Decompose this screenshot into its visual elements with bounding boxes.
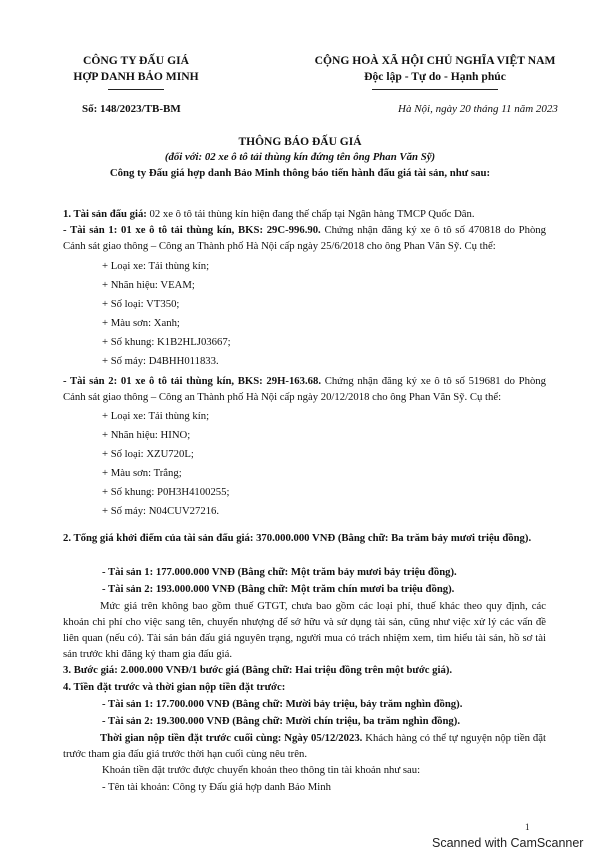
intro-line: Công ty Đấu giá hợp danh Bảo Minh thông báo tiến hành đấu giá tài sản, như sau: [109, 167, 491, 179]
asset1-item: + Nhãn hiệu: VEAM; [102, 279, 195, 291]
section3-bid-step: 3. Bước giá: 2.000.000 VNĐ/1 bước giá (Bằng chữ: Hai triệu đồng trên một bước giá). [63, 664, 453, 676]
transfer-info: Khoản tiền đặt trước được chuyển khoản theo thông tin tài khoản như sau: [102, 764, 421, 776]
asset2-heading: - Tài sản 2: 01 xe ô tô tải thùng kín, BKS: 29H-163.68. [63, 375, 322, 387]
nation-motto: Độc lập - Tự do - Hạnh phúc [364, 70, 506, 83]
section4-heading: 4. Tiền đặt trước và thời gian nộp tiền đặt trước: [63, 681, 286, 693]
asset1-item: + Số loại: VT350; [102, 298, 180, 310]
document-date: Hà Nội, ngày 20 tháng 11 năm 2023 [398, 103, 558, 115]
asset1-item: + Màu sơn: Xanh; [102, 317, 180, 329]
asset2-item: + Màu sơn: Trắng; [102, 467, 182, 479]
section2-asset1-price: - Tài sản 1: 177.000.000 VNĐ (Bằng chữ: Một trăm bảy mươi bảy triệu đồng). [102, 566, 457, 578]
org-underline [108, 89, 164, 90]
asset2-item: + Số khung: P0H3H4100255; [102, 486, 230, 498]
asset1-item: + Loại xe: Tải thùng kín; [102, 260, 210, 272]
org-name-line1: CÔNG TY ĐẤU GIÁ [83, 54, 189, 67]
asset2-registration: Chứng nhận đăng ký xe ô tô số 519681 do Phòng Cảnh sát giao thông – Công an Thành phố Hà Nội cấp ngày 20/12/2018 cho ông Phan Văn Sỹ. Cụ thể: [63, 375, 546, 403]
section1-text: 02 xe ô tô tải thùng kín hiện đang thế chấp tại Ngân hàng TMCP Quốc Dân. [146, 208, 475, 220]
scanner-watermark: Scanned with CamScanner [432, 836, 584, 850]
nation-title: CỘNG HOÀ XÃ HỘI CHỦ NGHĨA VIỆT NAM [314, 54, 556, 67]
asset1-item: + Số khung: K1B2HLJ03667; [102, 336, 231, 348]
section1-heading [63, 207, 475, 222]
asset1-registration: Chứng nhận đăng ký xe ô tô số 470818 do Phòng Cảnh sát giao thông – Công an Thành phố Hà Nội cấp ngày 25/6/2018 cho ông Phan Văn Sỹ. Cụ thể: [63, 224, 546, 252]
asset2-item: + Số loại: XZU720L; [102, 448, 194, 460]
section2-asset2-price: - Tài sản 2: 193.000.000 VNĐ (Bằng chữ: Một trăm chín mươi ba triệu đồng). [102, 583, 455, 595]
section2-heading: 2. Tổng giá khởi điểm của tài sản đấu giá: 370.000.000 VNĐ (Bằng chữ: Ba trăm bảy mươi triệu đồng). [63, 532, 532, 544]
asset2-description [63, 373, 546, 405]
motto-underline [372, 89, 498, 90]
asset2-item: + Loại xe: Tải thùng kín; [102, 410, 210, 422]
asset1-item: + Số máy: D4BHH011833. [102, 355, 219, 367]
page-subtitle: (đối với: 02 xe ô tô tải thùng kín đứng tên ông Phan Văn Sỹ) [164, 151, 436, 163]
deadline-rest: Khách hàng có thể tự nguyện nộp tiền đặt trước tham gia đấu giá trước thời hạn cuối cùng nêu trên. [63, 732, 546, 760]
asset2-item: + Số máy: N04CUV27216. [102, 505, 220, 517]
asset1-description [63, 222, 546, 254]
account-name: - Tên tài khoản: Công ty Đấu giá hợp danh Bảo Minh [102, 781, 331, 793]
section4-asset2-deposit: - Tài sản 2: 19.300.000 VNĐ (Bằng chữ: Mười chín triệu, ba trăm nghìn đồng). [102, 715, 461, 727]
page-number: 1 [525, 822, 530, 832]
section2-notes: Mức giá trên không bao gồm thuế GTGT, chưa bao gồm các loại phí, thuế khác theo quy định, các khoản chi phí cho việc sang tên, chuyển nhượng để sở hữu và sử dụng tài sản, cũng như việc xử lý các vấn đề liên quan (nếu có). Tài sản bán đấu giá nguyên trạng, người mua có trách nhiệm xem, tìm hiểu tài sản, hồ sơ tài sản trước khi đăng ký tham gia đấu giá. [63, 600, 546, 660]
section1-label: 1. Tài sản đấu giá: [63, 208, 147, 220]
section4-deadline [63, 730, 546, 762]
org-name-line2: HỢP DANH BẢO MINH [73, 70, 199, 83]
asset2-item: + Nhãn hiệu: HINO; [102, 429, 191, 441]
section4-asset1-deposit: - Tài sản 1: 17.700.000 VNĐ (Bằng chữ: Mười bảy triệu, bảy trăm nghìn đồng). [102, 698, 463, 710]
document-number: Số: 148/2023/TB-BM [82, 103, 181, 115]
deadline-bold: Thời gian nộp tiền đặt trước cuối cùng: Ngày 05/12/2023. [100, 732, 363, 744]
asset1-heading: - Tài sản 1: 01 xe ô tô tải thùng kín, BKS: 29C-996.90. [63, 224, 321, 236]
page-title: THÔNG BÁO ĐẤU GIÁ [238, 136, 362, 148]
